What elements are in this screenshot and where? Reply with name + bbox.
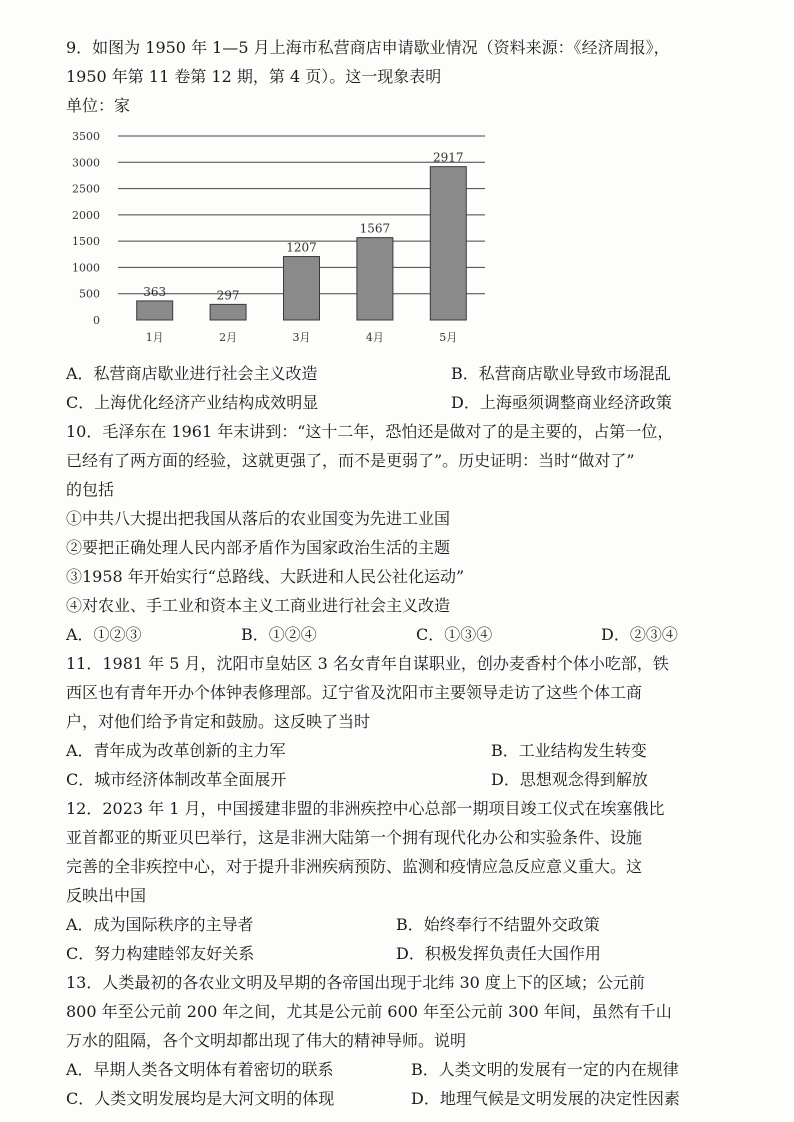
- question-12: [66, 794, 736, 968]
- q13-option-b[interactable]: B．人类文明的发展有一定的内在规律: [411, 1060, 679, 1079]
- q10-stem-line-2: 已经有了两方面的经验，这就更强了，而不是更弱了”。历史证明：当时“做对了”: [66, 451, 635, 470]
- q9-option-a[interactable]: A．私营商店歇业进行社会主义改造: [66, 364, 318, 383]
- y-tick-label-0: 0: [93, 314, 100, 327]
- q12-stem-line-3: 完善的全非疾控中心，对于提升非洲疾病预防、监测和疫情应急反应意义重大。这: [66, 857, 643, 876]
- q9-options: [66, 359, 736, 417]
- q10-item-2: ②要把正确处理人民内部矛盾作为国家政治生活的主题: [66, 538, 451, 557]
- q9-stem-line-2: 1950 年第 11 卷第 12 期，第 4 页）。这一现象表明: [66, 67, 442, 86]
- q9-option-c[interactable]: C．上海优化经济产业结构成效明显: [66, 393, 319, 412]
- y-tick-label-500: 500: [79, 287, 100, 301]
- x-tick-label-4: 4月: [365, 331, 384, 344]
- q13-option-d[interactable]: D．地理气候是文明发展的决定性因素: [411, 1089, 680, 1108]
- q10-stem-line-1: 10．毛泽东在 1961 年末讲到：“这十二年，恐怕还是做对了的是主要的，占第一位，: [66, 422, 674, 441]
- q12-option-d[interactable]: D．积极发挥负责任大国作用: [396, 944, 601, 963]
- q10-item-3: ③1958 年开始实行“总路线、大跃进和人民公社化运动”: [66, 567, 465, 586]
- bar-chart: [72, 128, 500, 360]
- q13-option-c[interactable]: C．人类文明发展均是大河文明的体现: [66, 1089, 335, 1108]
- x-tick-label-2: 2月: [219, 331, 238, 344]
- q12-stem-line-4: 反映出中国: [66, 886, 147, 905]
- question-11: [66, 649, 736, 794]
- q10-option-a[interactable]: A．①②③: [66, 625, 142, 644]
- q12-option-b[interactable]: B．始终奉行不结盟外交政策: [396, 915, 600, 934]
- q13-stem-line-3: 万水的阻隔，各个文明却都出现了伟大的精神导师。说明: [66, 1031, 467, 1050]
- q10-item-4: ④对农业、手工业和资本主义工商业进行社会主义改造: [66, 596, 451, 615]
- bar-3: [284, 257, 320, 320]
- data-label-1: 363: [143, 284, 167, 299]
- q11-option-c[interactable]: C．城市经济体制改革全面展开: [66, 770, 287, 789]
- bar-2: [210, 304, 246, 320]
- question-10: [66, 417, 736, 649]
- q11-stem-line-2: 西区也有青年开办个体钟表修理部。辽宁省及沈阳市主要领导走访了这些个体工商: [66, 683, 643, 702]
- data-label-3: 1207: [286, 240, 317, 255]
- data-label-4: 1567: [359, 221, 391, 236]
- data-label-2: 297: [216, 288, 240, 303]
- q11-option-a[interactable]: A．青年成为改革创新的主力军: [66, 741, 286, 760]
- q13-stem-line-1: 13．人类最初的各农业文明及早期的各帝国出现于北纬 30 度上下的区域；公元前: [66, 973, 645, 992]
- q12-stem-line-2: 亚首都亚的斯亚贝巴举行，这是非洲大陆第一个拥有现代化办公和实验条件、设施: [66, 828, 643, 847]
- y-tick-label-1500: 1500: [72, 235, 100, 249]
- question-9: [66, 33, 736, 120]
- q12-stem-line-1: 12．2023 年 1 月，中国援建非盟的非洲疾控中心总部一期项目竣工仪式在埃塞俄比: [66, 799, 665, 818]
- q10-stem-line-3: 的包括: [66, 480, 115, 499]
- y-tick-label-2000: 2000: [72, 208, 100, 222]
- q11-stem-line-3: 户，对他们给予肯定和鼓励。这反映了当时: [66, 712, 371, 731]
- q10-item-1: ①中共八大提出把我国从落后的农业国变为先进工业国: [66, 509, 451, 528]
- y-tick-label-3500: 3500: [72, 130, 100, 143]
- q11-stem-line-1: 11．1981 年 5 月，沈阳市皇姑区 3 名女青年自谋职业，创办麦香村个体小吃部，铁: [66, 654, 669, 673]
- x-tick-label-1: 1月: [145, 331, 164, 344]
- bar-1: [137, 301, 173, 320]
- q12-option-a[interactable]: A．成为国际秩序的主导者: [66, 915, 254, 934]
- x-tick-label-3: 3月: [292, 331, 311, 344]
- q13-stem-line-2: 800 年至公元前 200 年之间，尤其是公元前 600 年至公元前 300 年间，虽然有千山: [66, 1002, 672, 1021]
- y-tick-label-3000: 3000: [72, 156, 100, 170]
- bar-5: [430, 167, 466, 320]
- bar-4: [357, 238, 393, 320]
- q9-option-d[interactable]: D．上海亟须调整商业经济政策: [451, 393, 672, 412]
- q11-option-d[interactable]: D．思想观念得到解放: [491, 770, 648, 789]
- y-tick-label-1000: 1000: [72, 261, 100, 275]
- q10-option-c[interactable]: C．①③④: [416, 625, 493, 644]
- question-13: [66, 968, 736, 1113]
- q10-option-b[interactable]: B．①②④: [241, 625, 317, 644]
- data-label-5: 2917: [433, 150, 464, 165]
- x-tick-label-5: 5月: [439, 331, 458, 344]
- q13-option-a[interactable]: A．早期人类各文明体有着密切的联系: [66, 1060, 334, 1079]
- q9-stem-line-1: 9．如图为 1950 年 1—5 月上海市私营商店申请歇业情况（资料来源：《经济周报》，: [66, 38, 670, 57]
- q11-option-b[interactable]: B．工业结构发生转变: [491, 741, 647, 760]
- q9-unit-label: 单位：家: [66, 96, 131, 115]
- y-tick-label-2500: 2500: [72, 182, 100, 196]
- q9-option-b[interactable]: B．私营商店歇业导致市场混乱: [451, 364, 671, 383]
- q12-option-c[interactable]: C．努力构建睦邻友好关系: [66, 944, 255, 963]
- q10-option-d[interactable]: D．②③④: [601, 625, 678, 644]
